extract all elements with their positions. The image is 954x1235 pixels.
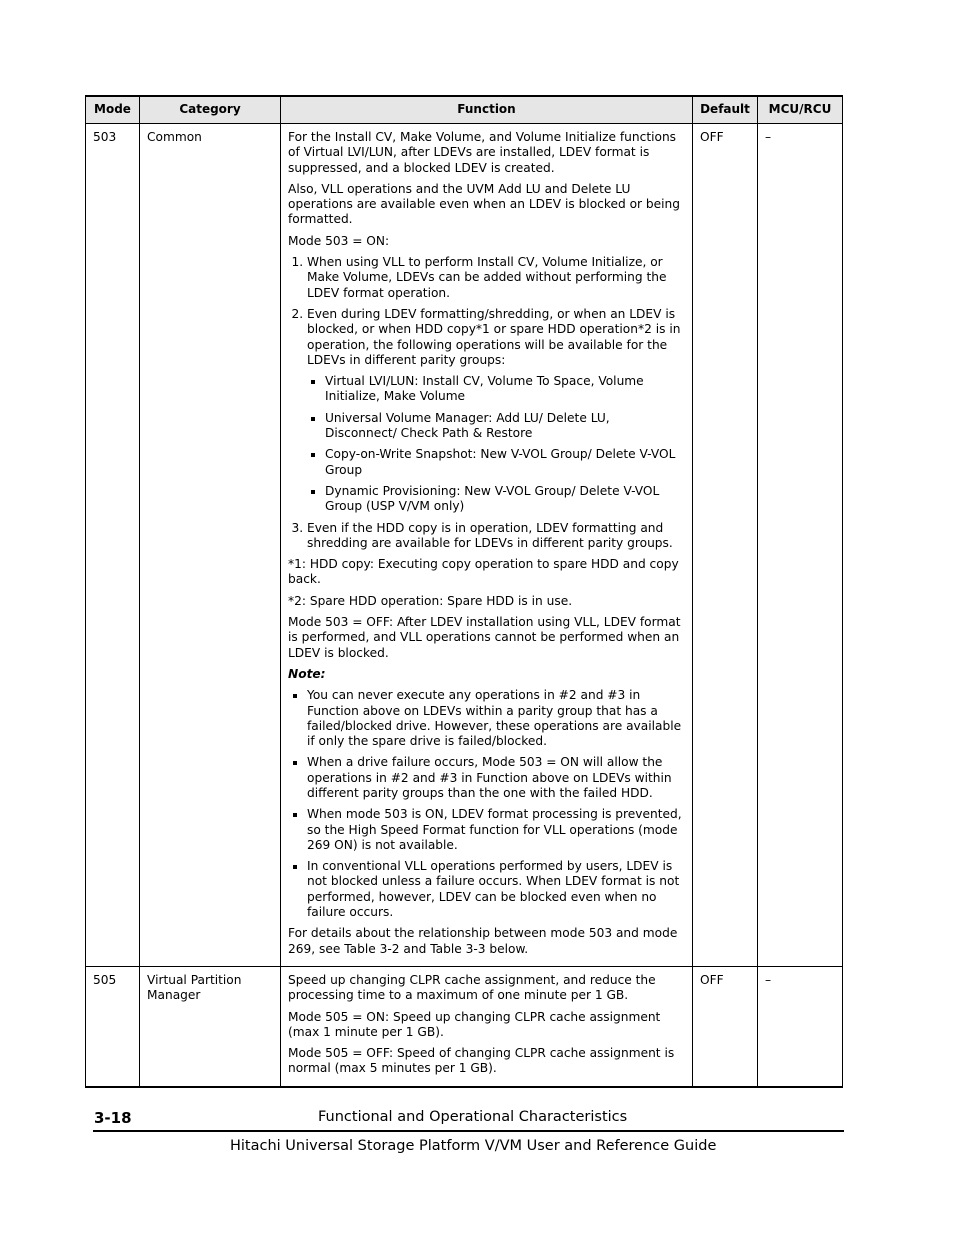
- page-number: 3-18: [94, 1109, 132, 1127]
- header-function: Function: [281, 96, 693, 124]
- function-paragraph: Mode 503 = ON:: [288, 233, 390, 248]
- footnote: *2: Spare HDD operation: Spare HDD is in use.: [288, 593, 573, 608]
- function-paragraph: Mode 505 = OFF: Speed of changing CLPR cache assignment is normal (max 5 minutes per 1 GB).: [288, 1046, 675, 1076]
- list-item: ▪ When mode 503 is ON, LDEV format processing is prevented, so the High Speed Format function for VLL operations (mode 269 ON) is not available.: [307, 807, 685, 853]
- default-cell: OFF: [693, 966, 758, 1086]
- function-cell: [281, 124, 693, 967]
- function-paragraph: Mode 503 = OFF: After LDEV installation using VLL, LDEV format is performed, and VLL operations cannot be performed when an LDEV is blocked.: [288, 615, 681, 660]
- function-paragraph: For the Install CV, Make Volume, and Volume Initialize functions of Virtual LVI/LUN, after LDEVs are installed, LDEV format is suppressed, and a blocked LDEV is created.: [288, 130, 677, 175]
- mcu-rcu-cell: –: [758, 124, 843, 967]
- mode-cell: 505: [86, 966, 140, 1086]
- list-item: 1. When using VLL to perform Install CV, Volume Initialize, or Make Volume, LDEVs can be added without performing the LDEV format operation.: [307, 255, 685, 301]
- list-item: ▪ Dynamic Provisioning: New V-VOL Group/ Delete V-VOL Group (USP V/VM only): [325, 484, 685, 515]
- bullet-list: [307, 374, 685, 514]
- list-item: 2. Even during LDEV formatting/shredding, or when an LDEV is blocked, or when HDD copy*1 or spare HDD operation*2 is in operation, the following operations will be available for the LDEVs in different parity groups: ▪ Virtual LVI/LUN: Install CV, Volume To Space, Volume Initialize, Make Volume ▪ Universal Volume Manager: Add LU/ Delete LU, Disconnect/ Check Path & Restore ▪ Copy-on-Write Snapshot: New V-VOL Group/ Delete V-VOL Group ▪ Dynamic Provisioning: New V-VOL Group/ Delete V-VOL Group (USP V/VM only): [307, 307, 685, 515]
- list-item: ▪ In conventional VLL operations performed by users, LDEV is not blocked unless a failure occurs. When LDEV format is not performed, however, LDEV can be blocked even when no failure occurs.: [307, 859, 685, 920]
- list-item: 3. Even if the HDD copy is in operation, LDEV formatting and shredding are available for LDEVs in different parity groups.: [307, 521, 685, 552]
- note-label: Note:: [288, 666, 326, 681]
- chapter-title: Functional and Operational Characteristics: [318, 1109, 628, 1125]
- category-cell: Virtual Partition Manager: [140, 966, 281, 1086]
- list-item: ▪ When a drive failure occurs, Mode 503 = ON will allow the operations in #2 and #3 in Function above on LDEVs within different parity groups than the one with the failed HDD.: [307, 755, 685, 801]
- mcu-rcu-cell: –: [758, 966, 843, 1086]
- guide-title: Hitachi Universal Storage Platform V/VM User and Reference Guide: [230, 1138, 717, 1154]
- default-cell: OFF: [693, 124, 758, 967]
- header-mcu-rcu: MCU/RCU: [758, 96, 843, 124]
- footnote: *1: HDD copy: Executing copy operation to spare HDD and copy back.: [288, 557, 679, 587]
- header-category: Category: [140, 96, 281, 124]
- header-default: Default: [693, 96, 758, 124]
- list-item: ▪ Virtual LVI/LUN: Install CV, Volume To Space, Volume Initialize, Make Volume: [325, 374, 685, 405]
- table-header-row: [86, 96, 843, 124]
- mode-cell: 503: [86, 124, 140, 967]
- numbered-list: [288, 255, 685, 551]
- list-item: ▪ You can never execute any operations in #2 and #3 in Function above on LDEVs within a parity group that has a failed/blocked drive. However, these operations are available if only the spare drive is failed/blocked.: [307, 688, 685, 749]
- category-cell: Common: [140, 124, 281, 967]
- system-option-modes-table: [85, 95, 843, 1088]
- footer-divider: [93, 1130, 844, 1132]
- function-paragraph: Speed up changing CLPR cache assignment, and reduce the processing time to a maximum of one minute per 1 GB.: [288, 972, 656, 1003]
- function-cell: [281, 966, 693, 1086]
- header-mode: Mode: [86, 96, 140, 124]
- list-item: ▪ Universal Volume Manager: Add LU/ Delete LU, Disconnect/ Check Path & Restore: [325, 411, 685, 442]
- table-row: [86, 966, 843, 1086]
- function-paragraph: Also, VLL operations and the UVM Add LU and Delete LU operations are available even when an LDEV is blocked or being formatted.: [288, 181, 680, 227]
- note-list: [288, 688, 685, 920]
- list-item: ▪ Copy-on-Write Snapshot: New V-VOL Group/ Delete V-VOL Group: [325, 447, 685, 478]
- function-paragraph: For details about the relationship between mode 503 and mode 269, see Table 3-2 and Table 3-3 below.: [288, 926, 678, 956]
- function-paragraph: Mode 505 = ON: Speed up changing CLPR cache assignment (max 1 minute per 1 GB).: [288, 1009, 661, 1039]
- table-row: [86, 124, 843, 967]
